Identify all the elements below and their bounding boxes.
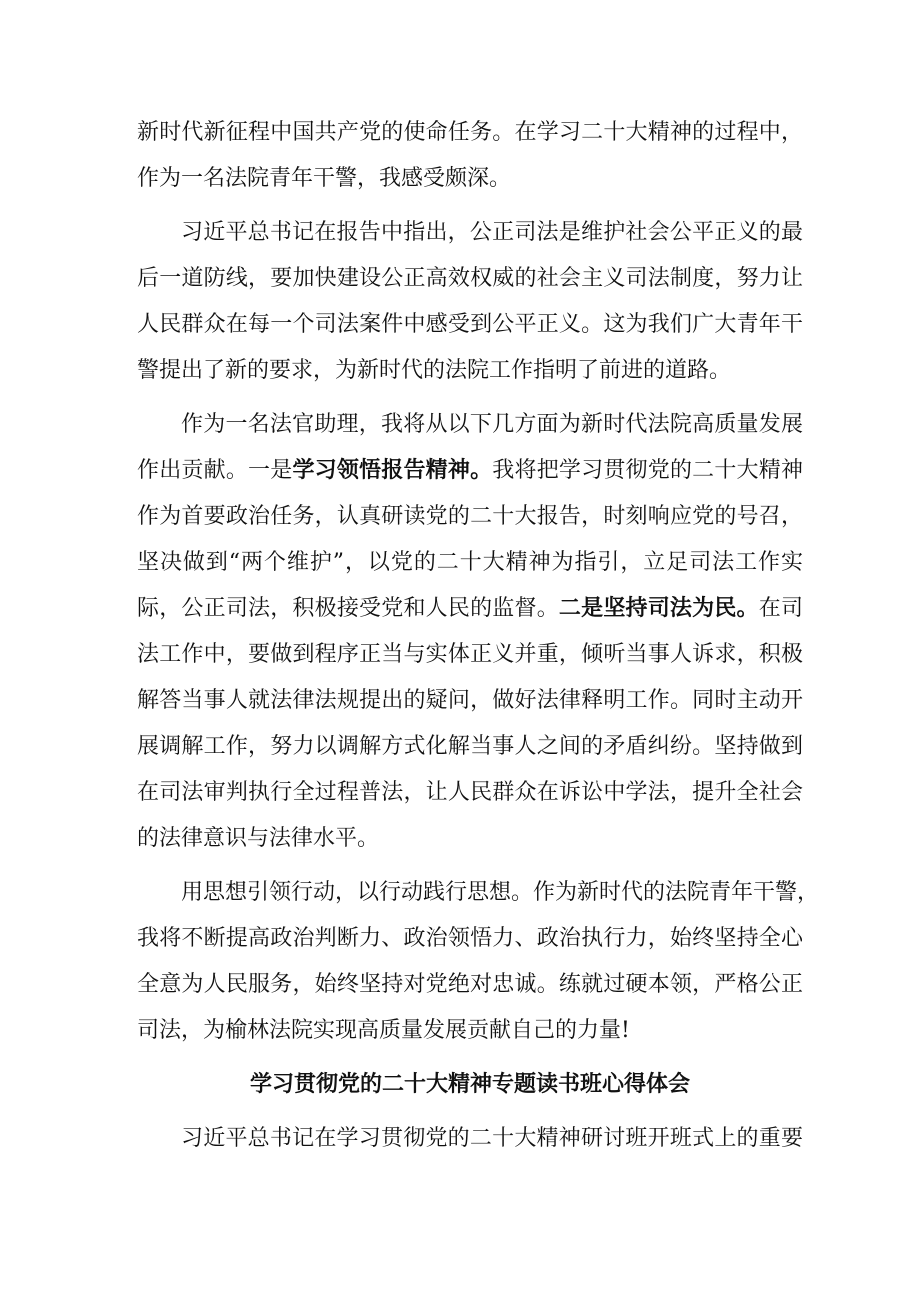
text-line: 全意为人民服务，始终坚持对党绝对忠诚。练就过硬本领，严格公正 <box>137 972 803 997</box>
text-line: 习近平总书记在学习贯彻党的二十大精神研讨班开班式上的重要 <box>181 1126 803 1151</box>
text-line: 解答当事人就法律法规提出的疑问，做好法律释明工作。同时主动开 <box>137 688 803 713</box>
text-line: 人民群众在每一个司法案件中感受到公平正义。这为我们广大青年干 <box>137 312 803 337</box>
text-line: 习近平总书记在报告中指出，公正司法是维护社会公平正义的最 <box>181 220 803 245</box>
text-line: 我将不断提高政治判断力、政治领悟力、政治执行力，始终坚持全心 <box>137 926 803 951</box>
text-line: 的法律意识与法律水平。 <box>137 826 380 851</box>
paragraph-report <box>137 210 803 394</box>
text-line: 在司法审判执行全过程普法，让人民群众在诉讼中学法，提升全社会 <box>137 780 803 805</box>
text-line: 用思想引领行动，以行动践行思想。作为新时代的法院青年干警， <box>181 880 820 905</box>
text-line <box>137 448 803 494</box>
section-heading: 学习贯彻党的二十大精神专题读书班心得体会 <box>249 1072 690 1097</box>
text-segment: 作出贡献。一是 <box>137 458 293 483</box>
text-line: 警提出了新的要求，为新时代的法院工作指明了前进的道路。 <box>137 358 732 383</box>
paragraph-contribution <box>137 402 803 862</box>
text-segment: 我将把学习贯彻党的二十大精神 <box>492 458 803 483</box>
text-segment: 际，公正司法，积极接受党和人民的监督。 <box>137 596 559 621</box>
text-line: 作为一名法官助理，我将从以下几方面为新时代法院高质量发展 <box>181 412 803 437</box>
bold-point-one: 学习领悟报告精神。 <box>292 458 493 483</box>
paragraph-action <box>137 870 820 1054</box>
document-body <box>137 110 820 1162</box>
text-line: 作为首要政治任务，认真研读党的二十大报告，时刻响应党的号召， <box>137 504 803 529</box>
text-line <box>137 586 803 632</box>
text-segment: 在司 <box>758 596 803 621</box>
text-line: 后一道防线，要加快建设公正高效权威的社会主义司法制度，努力让 <box>137 266 803 291</box>
text-line: 新时代新征程中国共产党的使命任务。在学习二十大精神的过程中， <box>137 120 803 145</box>
text-line: 司法，为榆林法院实现高质量发展贡献自己的力量! <box>137 1018 630 1043</box>
bold-point-two: 二是坚持司法为民。 <box>558 596 759 621</box>
text-line: 法工作中，要做到程序正当与实体正义并重，倾听当事人诉求，积极 <box>137 642 803 667</box>
text-line: 展调解工作，努力以调解方式化解当事人之间的矛盾纠纷。坚持做到 <box>137 734 803 759</box>
text-line: 坚决做到“两个维护”，以党的二十大精神为指引，立足司法工作实 <box>137 550 803 575</box>
paragraph-seminar <box>137 1116 803 1162</box>
text-line: 作为一名法院青年干警，我感受颇深。 <box>137 166 512 191</box>
paragraph-mission <box>137 110 803 202</box>
